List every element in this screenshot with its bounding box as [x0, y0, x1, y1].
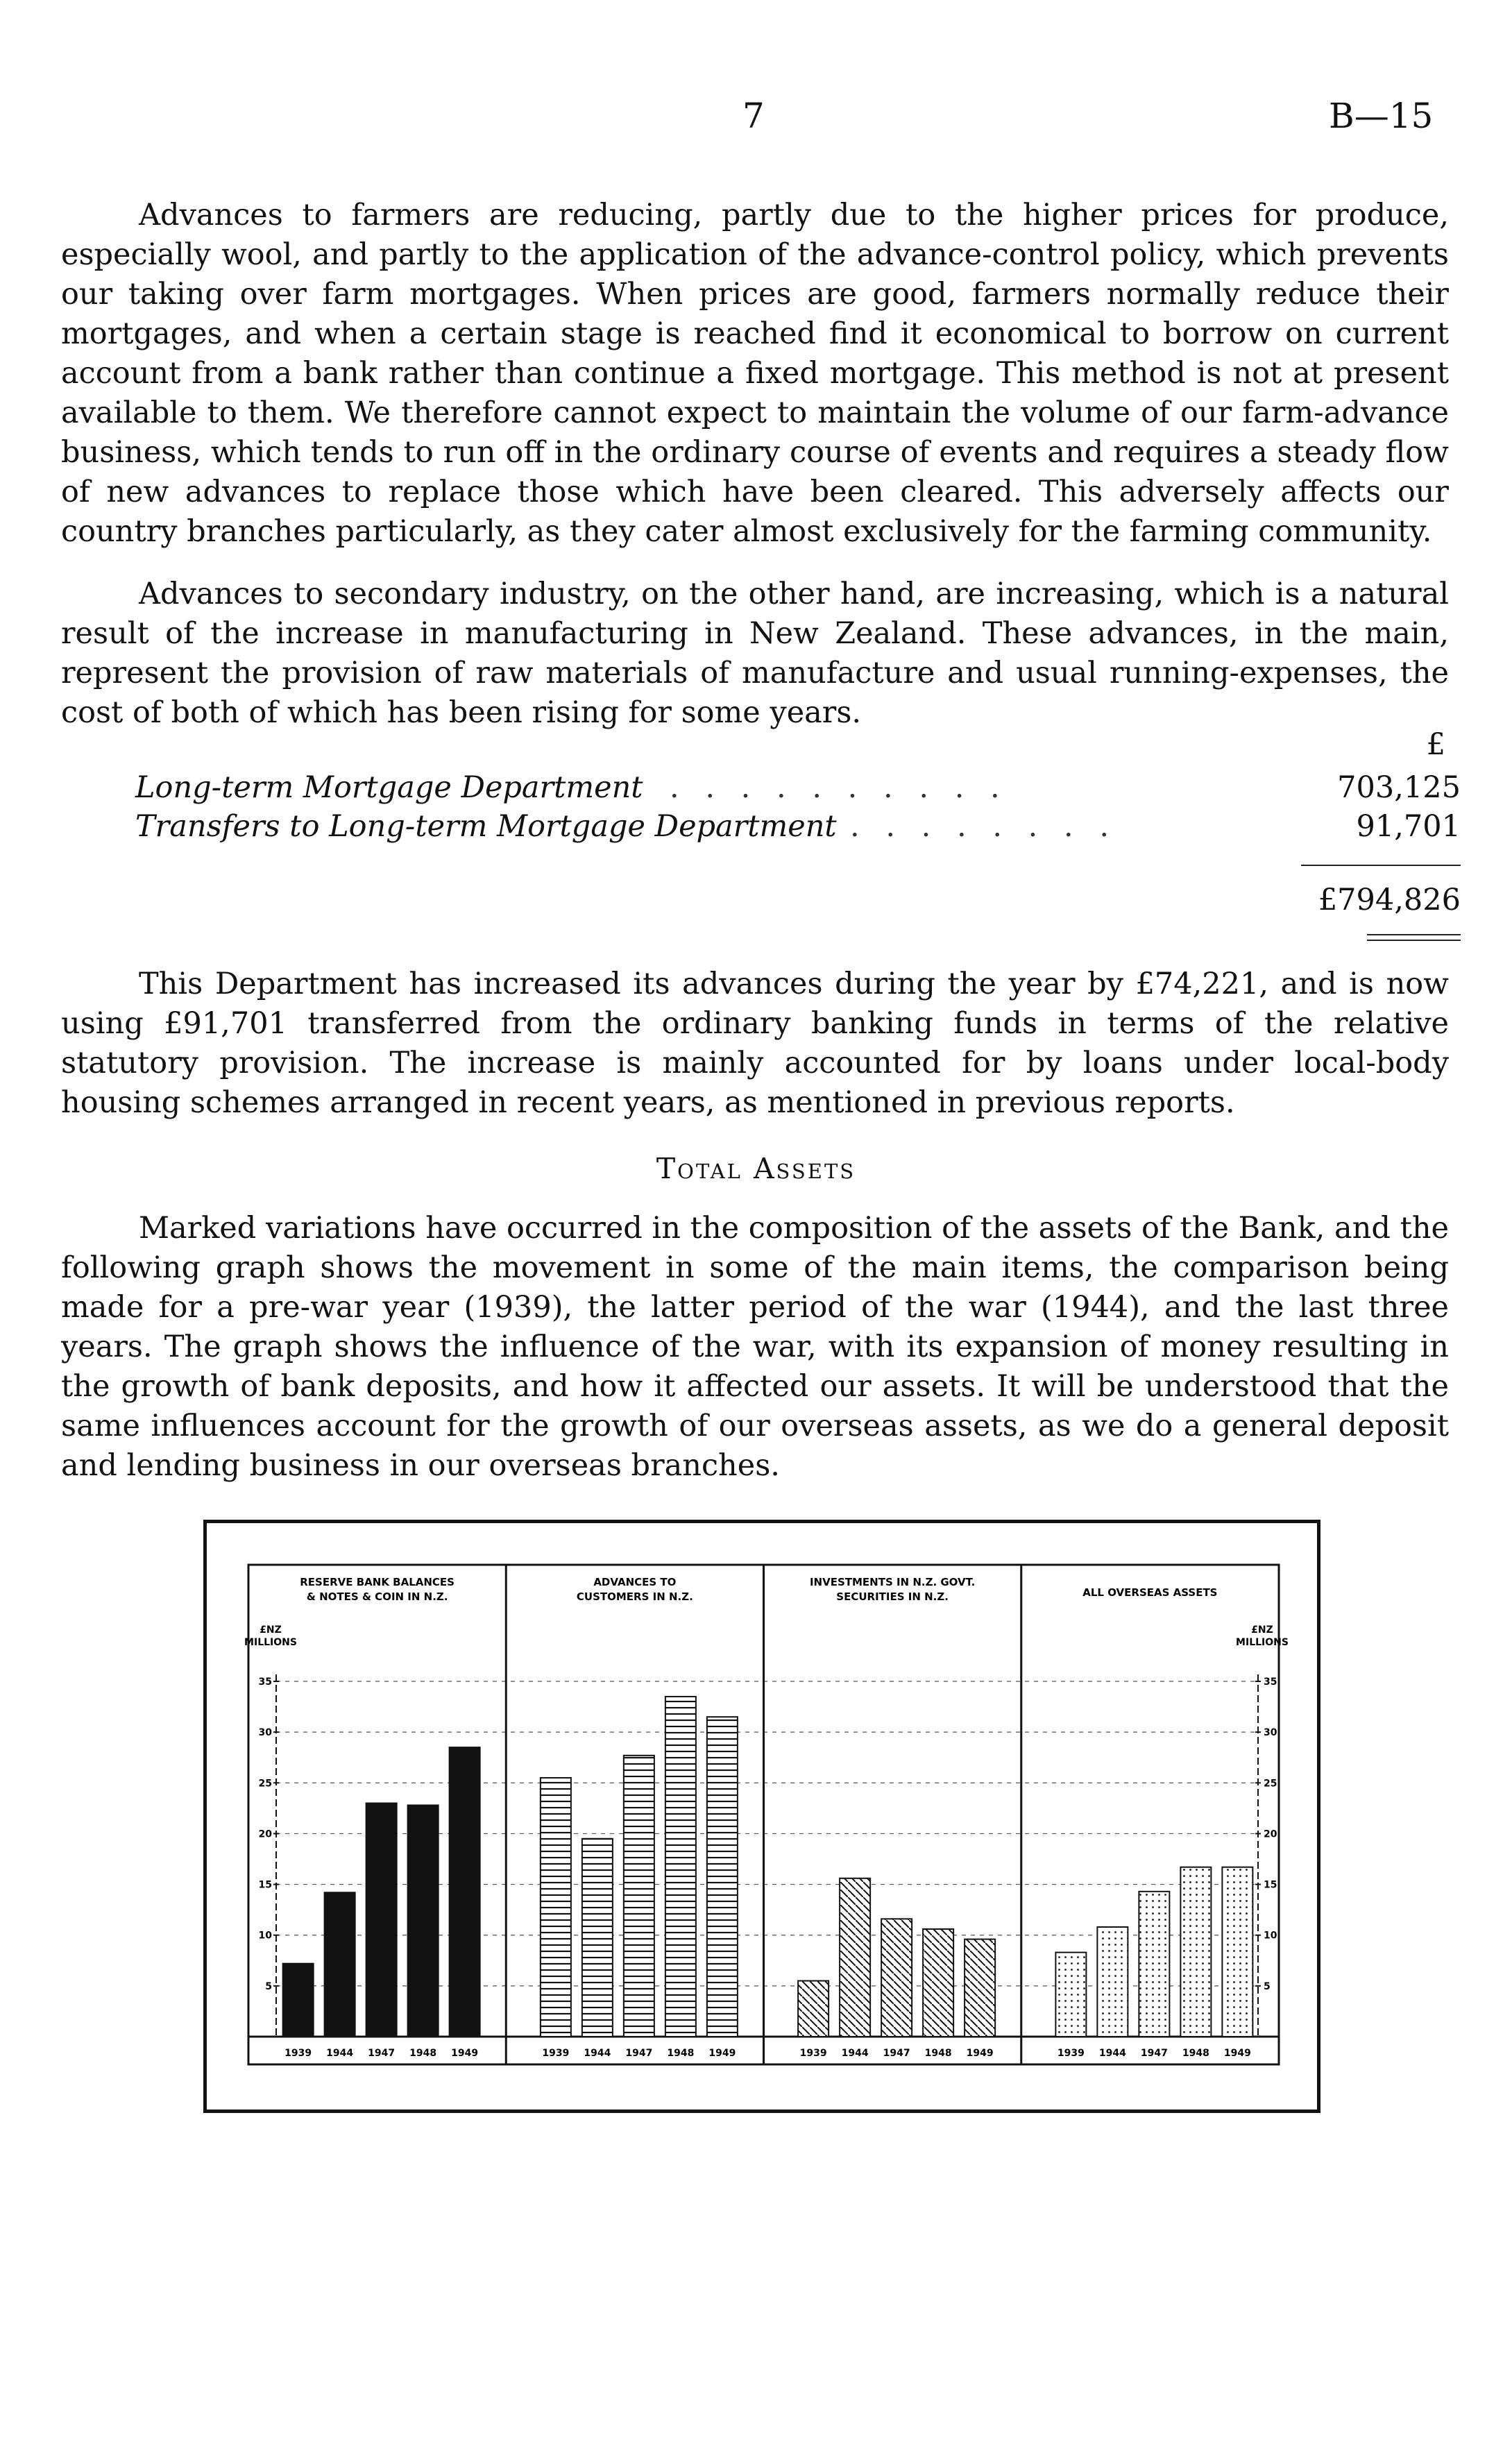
ledger-row — [135, 770, 1461, 809]
bar — [1180, 1867, 1211, 2037]
bar — [840, 1878, 870, 2037]
y-tick-label-left: 20 — [258, 1828, 272, 1840]
bar — [541, 1778, 571, 2037]
y-tick-label-left: 35 — [258, 1677, 272, 1688]
y-tick-label-right: 30 — [1264, 1727, 1277, 1739]
paragraph-mortgage-department: This Department has increased its advances during the year by £74,221, and is now using £91,701 transferred from the ordinary banking funds in terms of the relative statutory provision. The increase is mainly accounted for by loans under local-body housing schemes arranged in recent years, as mentioned in previous reports. — [61, 967, 1449, 1120]
bar — [408, 1805, 439, 2037]
bar — [624, 1756, 654, 2037]
panel-title: RESERVE BANK BALANCES — [300, 1576, 455, 1588]
x-tick-label: 1944 — [1098, 2048, 1126, 2059]
bar — [707, 1717, 738, 2037]
y-unit-right-line1: £NZ — [1251, 1624, 1273, 1636]
y-tick-label-left: 15 — [258, 1879, 272, 1891]
x-tick-label: 1947 — [368, 2048, 396, 2059]
panel-title: CUSTOMERS IN N.Z. — [576, 1590, 693, 1603]
x-tick-label: 1948 — [1182, 2048, 1209, 2059]
paragraph-farm-advances: Advances to farmers are reducing, partly due to the higher prices for produce, especially wool, and partly to the application of the advance-control policy, which prevents our taking over farm mortgages. When prices are good, farmers normally reduce their mortgages, and when a certain stage is reached find it economical to borrow on current account from a bank rather than continue a fixed mortgage. This method is not at present available to them. We therefore cannot expect to maintain the volume of our farm-advance business, which tends to run off in the ordinary course of events and requires a steady flow of new advances to replace those which have been cleared. This adversely affects our country branches particularly, as they cater almost exclusively for the farming community. — [61, 198, 1449, 549]
bar — [798, 1981, 829, 2037]
panel-title: INVESTMENTS IN N.Z. GOVT. — [809, 1576, 976, 1588]
y-unit-left-line1: £NZ — [260, 1624, 282, 1636]
y-tick-label-left: 5 — [265, 1980, 272, 1992]
y-tick-label-left: 30 — [258, 1727, 272, 1739]
ledger-table — [135, 727, 1461, 917]
assets-chart — [207, 1523, 1317, 2110]
paragraph-secondary-industry: Advances to secondary industry, on the other hand, are increasing, which is a natural result of the increase in manufacturing in New Zealand. These advances, in the main, represent the provision of raw materials of manufacture and usual running-expenses, the cost of both of which has been rising for some years. — [61, 577, 1449, 730]
x-tick-label: 1948 — [409, 2048, 437, 2059]
bar — [283, 1964, 314, 2037]
y-tick-label-right: 20 — [1264, 1828, 1277, 1840]
paragraph-total-assets: Marked variations have occurred in the composition of the assets of the Bank, and the following graph shows the movement in some of the main items, the comparison being made for a pre-war year (1939), the latter period of the war (1944), and the last three years. The graph shows the influence of the war, with its expansion of money resulting in the growth of bank deposits, and how it affected our assets. It will be understood that the same influences account for the growth of our overseas assets, as we do a general deposit and lending business in our overseas branches. — [61, 1211, 1449, 1483]
bar — [450, 1747, 480, 2037]
x-tick-label: 1939 — [542, 2048, 570, 2059]
x-tick-label: 1944 — [841, 2048, 869, 2059]
bar — [665, 1697, 696, 2037]
currency-heading: £ — [1426, 727, 1445, 762]
bar — [1097, 1927, 1128, 2037]
bar — [366, 1803, 397, 2037]
section-heading-total-assets: Total Assets — [656, 1152, 856, 1185]
ledger-double-rule-top — [1367, 934, 1461, 935]
panel-title: ALL OVERSEAS ASSETS — [1082, 1586, 1218, 1599]
bar — [325, 1892, 355, 2037]
y-tick-label-right: 15 — [1264, 1879, 1277, 1891]
y-unit-left-line2: MILLIONS — [244, 1637, 297, 1648]
x-tick-label: 1949 — [451, 2048, 479, 2059]
ledger-row-label: Transfers to Long-term Mortgage Department — [135, 809, 837, 844]
x-tick-label: 1939 — [1057, 2048, 1085, 2059]
bar — [1139, 1892, 1169, 2037]
y-unit-right-line2: MILLIONS — [1236, 1637, 1289, 1648]
x-tick-label: 1949 — [1223, 2048, 1251, 2059]
ledger-row-value: 703,125 — [1337, 770, 1461, 805]
x-tick-label: 1948 — [667, 2048, 695, 2059]
x-tick-label: 1949 — [708, 2048, 736, 2059]
y-tick-label-left: 10 — [258, 1930, 272, 1942]
x-tick-label: 1939 — [799, 2048, 827, 2059]
ledger-total-rule — [1301, 865, 1461, 866]
x-tick-label: 1939 — [284, 2048, 312, 2059]
bar — [923, 1929, 953, 2037]
panel-title: SECURITIES IN N.Z. — [836, 1590, 949, 1603]
bar — [965, 1940, 995, 2037]
x-tick-label: 1948 — [924, 2048, 952, 2059]
bar — [1222, 1867, 1252, 2037]
panel-title: ADVANCES TO — [593, 1576, 677, 1588]
x-tick-label: 1949 — [966, 2048, 994, 2059]
ledger-row-value: 91,701 — [1356, 809, 1461, 844]
x-tick-label: 1947 — [883, 2048, 910, 2059]
ledger-double-rule-bottom — [1367, 940, 1461, 941]
ledger-total: £794,826 — [1318, 883, 1461, 917]
ledger-row-leader: . . . . . . . . — [850, 809, 1118, 844]
ledger-row — [135, 809, 1461, 848]
y-tick-label-right: 35 — [1264, 1677, 1277, 1688]
x-tick-label: 1947 — [625, 2048, 653, 2059]
bar — [582, 1839, 613, 2037]
document-reference: B—15 — [1329, 96, 1434, 136]
ledger-row-leader: . . . . . . . . . . — [670, 770, 1008, 805]
chart-frame — [203, 1520, 1320, 2113]
bar — [881, 1919, 912, 2037]
y-tick-label-right: 25 — [1264, 1778, 1277, 1790]
y-tick-label-right: 10 — [1264, 1930, 1277, 1942]
y-tick-label-left: 25 — [258, 1778, 272, 1790]
x-tick-label: 1944 — [584, 2048, 611, 2059]
page-number: 7 — [742, 96, 765, 136]
x-tick-label: 1947 — [1140, 2048, 1168, 2059]
ledger-row-label: Long-term Mortgage Department — [135, 770, 643, 805]
y-tick-label-right: 5 — [1264, 1980, 1271, 1992]
bar — [1055, 1953, 1086, 2037]
x-tick-label: 1944 — [326, 2048, 354, 2059]
panel-title: & NOTES & COIN IN N.Z. — [306, 1590, 448, 1603]
